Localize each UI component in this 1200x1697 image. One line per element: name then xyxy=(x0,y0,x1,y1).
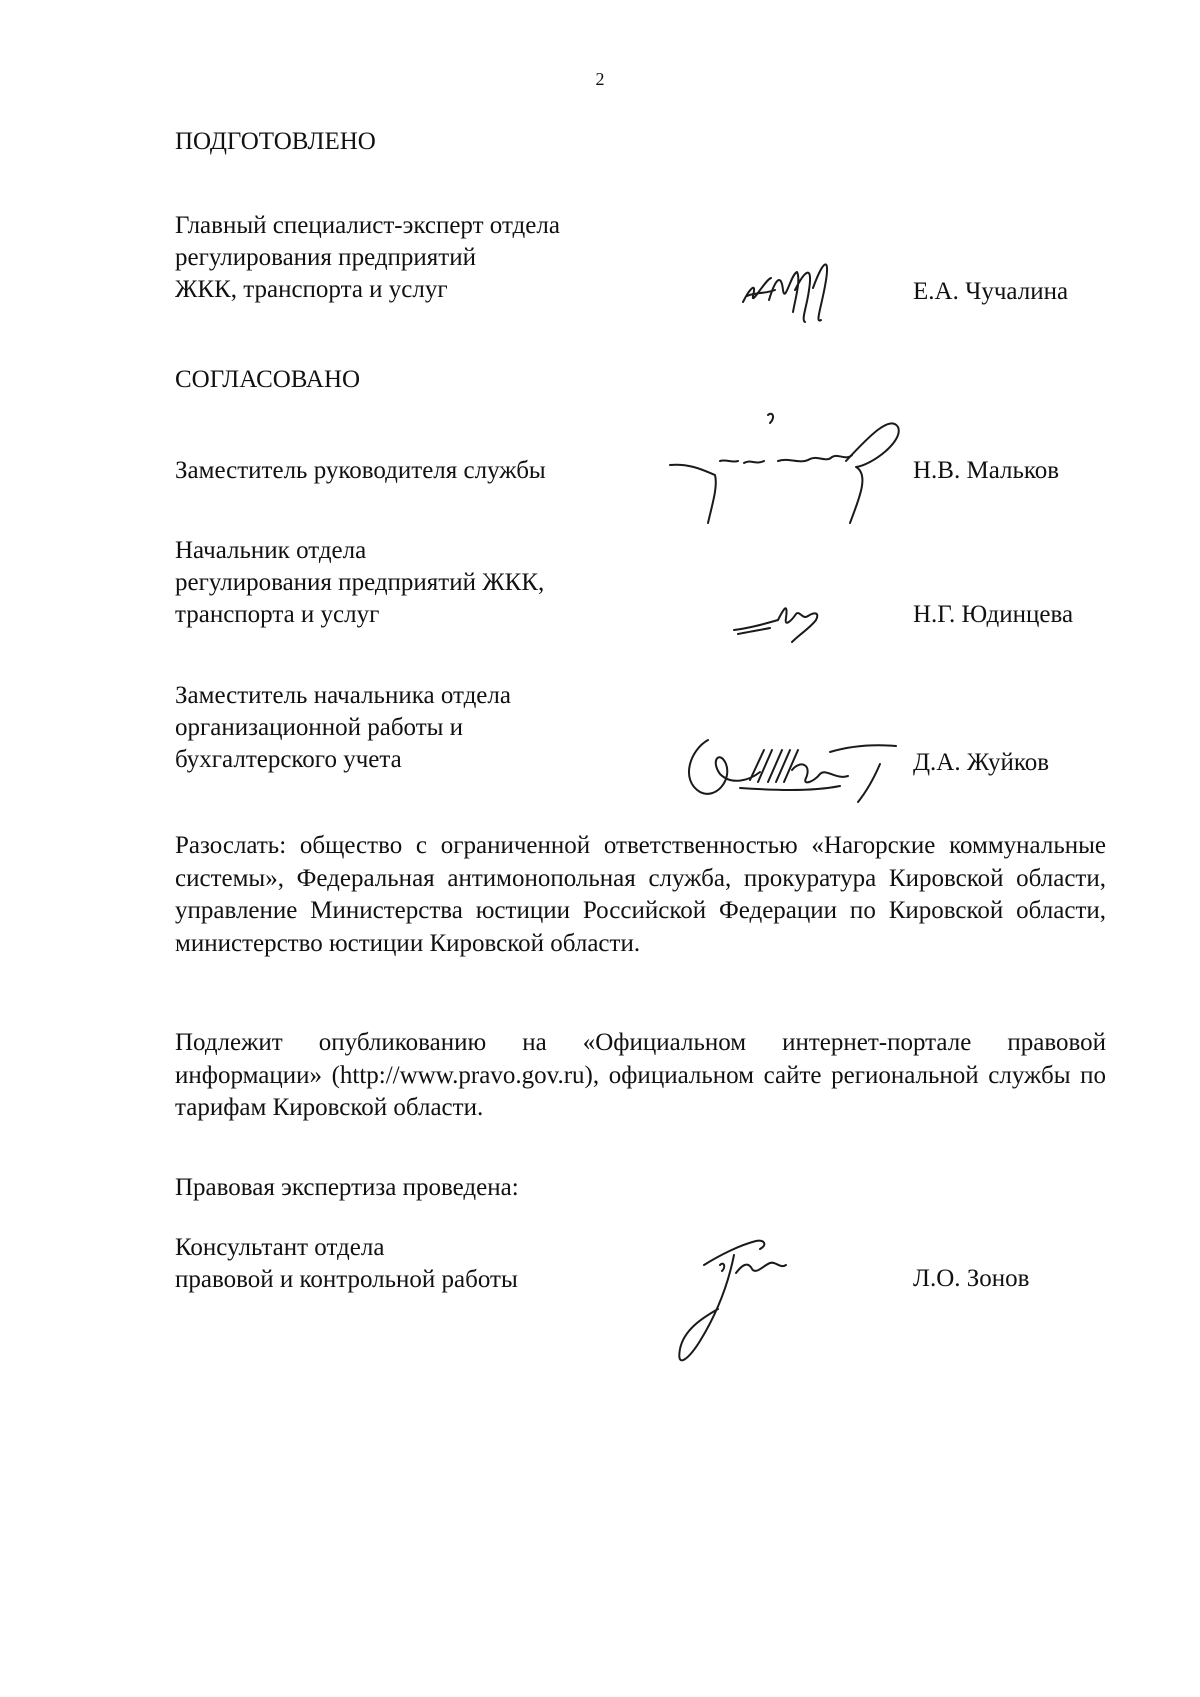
position-line: ЖКК, транспорта и услуг xyxy=(175,276,448,303)
signature-zhuykov xyxy=(680,720,920,810)
prepared-heading: ПОДГОТОВЛЕНО xyxy=(175,128,376,155)
signature-yudintseva xyxy=(730,590,850,650)
page-number: 2 xyxy=(595,69,605,89)
prepared-position xyxy=(175,210,560,306)
legal-review-position xyxy=(175,1232,518,1296)
position-line: Начальник отдела xyxy=(175,537,367,564)
position-line: бухгалтерского учета xyxy=(175,746,402,773)
position-line: Главный специалист-эксперт отдела xyxy=(175,212,560,239)
publication-paragraph: Подлежит опубликованию на «Официальном интернет-портале правовой информации» (http://www.pravo.gov.ru), официальном сайте региональной службы по тарифам Кировской области. xyxy=(175,1029,1106,1121)
position-line: Консультант отдела xyxy=(175,1234,385,1261)
position-line: правовой и контрольной работы xyxy=(175,1266,518,1293)
agreed-position-1 xyxy=(175,455,546,487)
legal-review-name: Л.О. Зонов xyxy=(913,1265,1030,1292)
signature-malkov xyxy=(660,405,940,535)
position-line: организационной работы и xyxy=(175,714,464,741)
position-line: регулирования предприятий ЖКК, xyxy=(175,569,545,596)
position-line: Заместитель руководителя службы xyxy=(175,457,546,484)
position-line: транспорта и услуг xyxy=(175,601,380,628)
agreed-name-2: Н.Г. Юдинцева xyxy=(913,601,1074,628)
signature-chuchalina xyxy=(735,250,855,330)
agreed-position-3 xyxy=(175,680,511,776)
agreed-name-1: Н.В. Мальков xyxy=(913,457,1060,484)
signature-zonov xyxy=(660,1225,840,1375)
agreed-position-2 xyxy=(175,535,544,631)
legal-review-heading: Правовая экспертиза проведена: xyxy=(175,1174,519,1201)
position-line: Заместитель начальника отдела xyxy=(175,682,511,709)
agreed-heading: СОГЛАСОВАНО xyxy=(175,366,361,393)
distribution-paragraph: Разослать: общество с ограниченной ответственностью «Нагорские коммунальные системы», Федеральная антимонопольная служба, прокуратура Кировской области, управление Министерства юстиции Российской Федерации по Кировской области, министерство юстиции Кировской области. xyxy=(175,832,1106,957)
position-line: регулирования предприятий xyxy=(175,244,476,271)
prepared-name: Е.А. Чучалина xyxy=(913,278,1069,305)
agreed-name-3: Д.А. Жуйков xyxy=(913,749,1050,776)
